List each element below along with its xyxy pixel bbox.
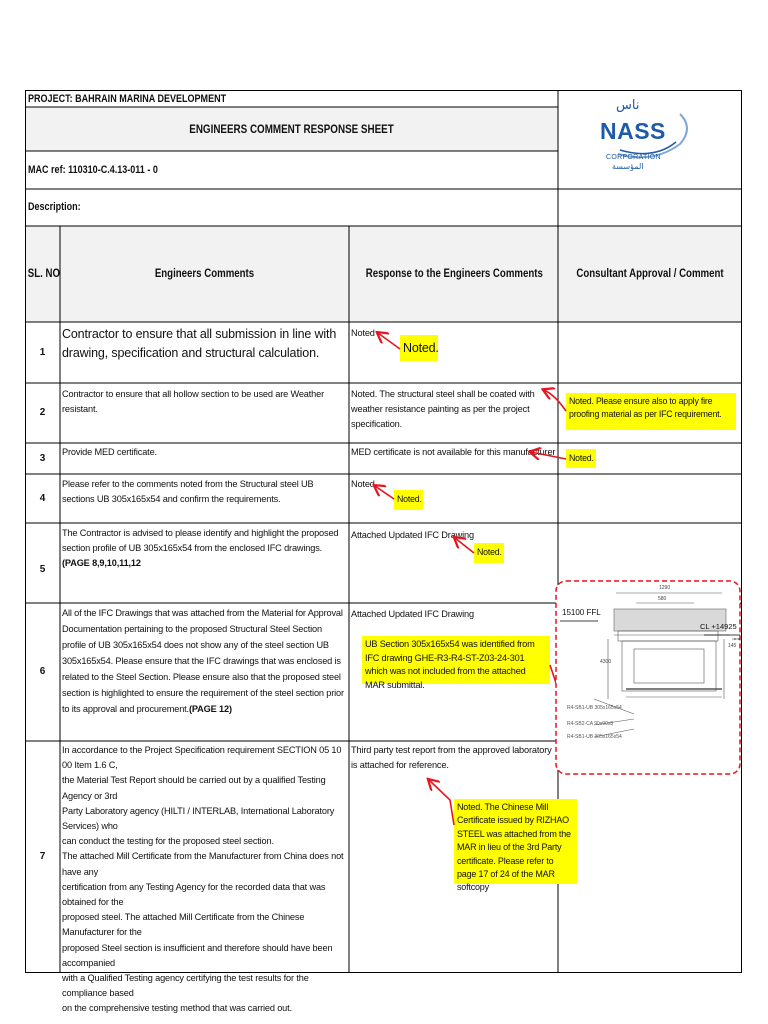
- row-7-sl: 7: [39, 851, 46, 862]
- sketch-dim-small: 145: [728, 643, 737, 649]
- row-3-response: MED certificate is not available for this manufacturer: [351, 447, 556, 457]
- sheet-title: ENGINEERS COMMENT RESPONSE SHEET: [189, 122, 394, 136]
- row-5-response-note: Noted.: [474, 543, 504, 563]
- steel-section-sketch: [554, 579, 742, 776]
- row-2-comment: Contractor to ensure that all hollow section to be used are Weather resistant.: [62, 389, 324, 414]
- row-6-comment-text: All of the IFC Drawings that was attached from the Material for Approval Documentation pertaining to the proposed Structural Steel Section profile of UB 305x165x54 does not show any of the steel section UB 305x165x54. Please ensure that the IFC drawings that was enclosed is related to the Steel Section. Please ensure also that the proposed steel section is highlighted to ensure the requirement of the steel section prior to its approval and procurement.: [62, 608, 344, 714]
- row-1-response: Noted: [351, 328, 375, 338]
- row-7-comment: [62, 743, 347, 1017]
- row-7-response-note: Noted. The Chinese Mill Certificate issued by RIZHAO STEEL was attached from the MAR in lieu of the 3rd Party certificate. Please refer to page 17 of 24 of the MAR softcopy: [454, 799, 577, 884]
- row-7-response: Third party test report from the approved laboratory is attached for reference.: [351, 745, 552, 770]
- row-7-comment-line: proposed Steel section is insufficient and therefore should have been accompanied: [62, 942, 333, 968]
- row-7-comment-line: In accordance to the Project Specification requirement SECTION 05 10 00 Item 1.6 C,: [62, 745, 342, 771]
- row-5-comment-pages: (PAGE 8,9,10,11,12: [62, 558, 141, 568]
- sketch-member-1: R4-SB1-UB 305x165x54: [567, 705, 622, 711]
- row-1-response-note: Noted.: [400, 335, 438, 361]
- col-header-response: Response to the Engineers Comments: [365, 268, 543, 280]
- col-header-consultant: Consultant Approval / Comment: [576, 268, 724, 280]
- row-2-consultant-note: Noted. Please ensure also to apply fire proofing material as per IFC requirement.: [566, 393, 736, 430]
- nass-logo: [558, 90, 742, 189]
- row-7-comment-line: on the comprehensive testing method that was carried out.: [62, 1003, 292, 1014]
- mac-ref: MAC ref: 110310-C.4.13-011 - 0: [28, 164, 158, 176]
- row-7-comment-line: Party Laboratory agency (HILTI / INTERLAB, International Laboratory Services) who: [62, 805, 335, 832]
- row-2-sl: 2: [39, 407, 46, 418]
- col-header-sl: SL. NO: [27, 268, 61, 280]
- row-3-consultant-note: Noted.: [566, 449, 596, 468]
- row-4-response-note: Noted.: [394, 490, 423, 510]
- row-4-comment: Please refer to the comments noted from the Structural steel UB sections UB 305x165x54 and confirm the requirements.: [62, 479, 314, 504]
- sketch-level-label: 15100 FFL: [562, 608, 601, 617]
- col-header-engineers: Engineers Comments: [154, 268, 255, 280]
- sketch-dim-side: 4300: [600, 659, 612, 665]
- row-6-response: Attached Updated IFC Drawing: [351, 609, 474, 619]
- row-2-response: Noted. The structural steel shall be coated with weather resistance painting as per the project specification.: [351, 389, 535, 429]
- sketch-dim-top: 1290: [659, 585, 671, 591]
- row-7-comment-line: The attached Mill Certificate from the Manufacturer from China does not have any: [62, 851, 344, 877]
- row-6-response-note: UB Section 305x165x54 was identified from IFC drawing GHE-R3-R4-ST-Z03-24-301 which was not included from the attached MAR submittal.: [362, 636, 550, 684]
- row-6-comment: [62, 605, 347, 717]
- comment-response-sheet: [25, 90, 742, 1014]
- row-7-comment-line: proposed steel. The attached Mill Certificate from the Chinese Manufacturer for the: [62, 912, 305, 938]
- row-5-sl: 5: [39, 564, 46, 575]
- sketch-member-3: R4-SB1-UB 305x165x54: [567, 734, 622, 740]
- logo-subtitle: CORPORATION: [606, 154, 661, 161]
- row-6-sl: 6: [39, 666, 46, 677]
- row-7-comment-line: can conduct the testing for the proposed steel section.: [62, 836, 274, 847]
- sketch-member-2: R4-SB2-CA 90x90x8: [567, 721, 614, 727]
- row-1-comment: Contractor to ensure that all submission in line with drawing, specification and structural calculation.: [62, 327, 337, 360]
- row-1-sl: 1: [39, 347, 46, 358]
- sketch-dim-mid: 580: [658, 596, 667, 602]
- row-4-response: Noted: [351, 479, 375, 489]
- logo-name: NASS: [600, 118, 666, 144]
- row-5-comment-text: The Contractor is advised to please identify and highlight the proposed section profile of UB 305x165x54 from the enclosed IFC drawings.: [62, 528, 339, 553]
- row-7-comment-line: certification from any Testing Agency for the recorded data that was obtained for the: [62, 881, 326, 908]
- row-5-comment: [62, 526, 347, 571]
- row-7-comment-line: with a Qualified Testing agency certifying the test results for the compliance based: [62, 973, 309, 999]
- logo-arabic-top: ناس: [616, 98, 640, 113]
- row-3-comment: Provide MED certificate.: [62, 447, 157, 457]
- description-label: Description:: [28, 201, 81, 213]
- row-4-sl: 4: [39, 493, 46, 504]
- sketch-cl-label: CL +14925: [700, 622, 737, 631]
- row-5-response: Attached Updated IFC Drawing: [351, 530, 474, 540]
- row-6-comment-pages: (PAGE 12): [188, 704, 232, 714]
- logo-arabic-bottom: المؤسسة: [612, 162, 644, 171]
- project-title: PROJECT: BAHRAIN MARINA DEVELOPMENT: [28, 93, 227, 105]
- row-7-comment-line: the Material Test Report should be carried out by a qualified Testing Agency or 3rd: [62, 775, 326, 801]
- row-3-sl: 3: [39, 453, 46, 464]
